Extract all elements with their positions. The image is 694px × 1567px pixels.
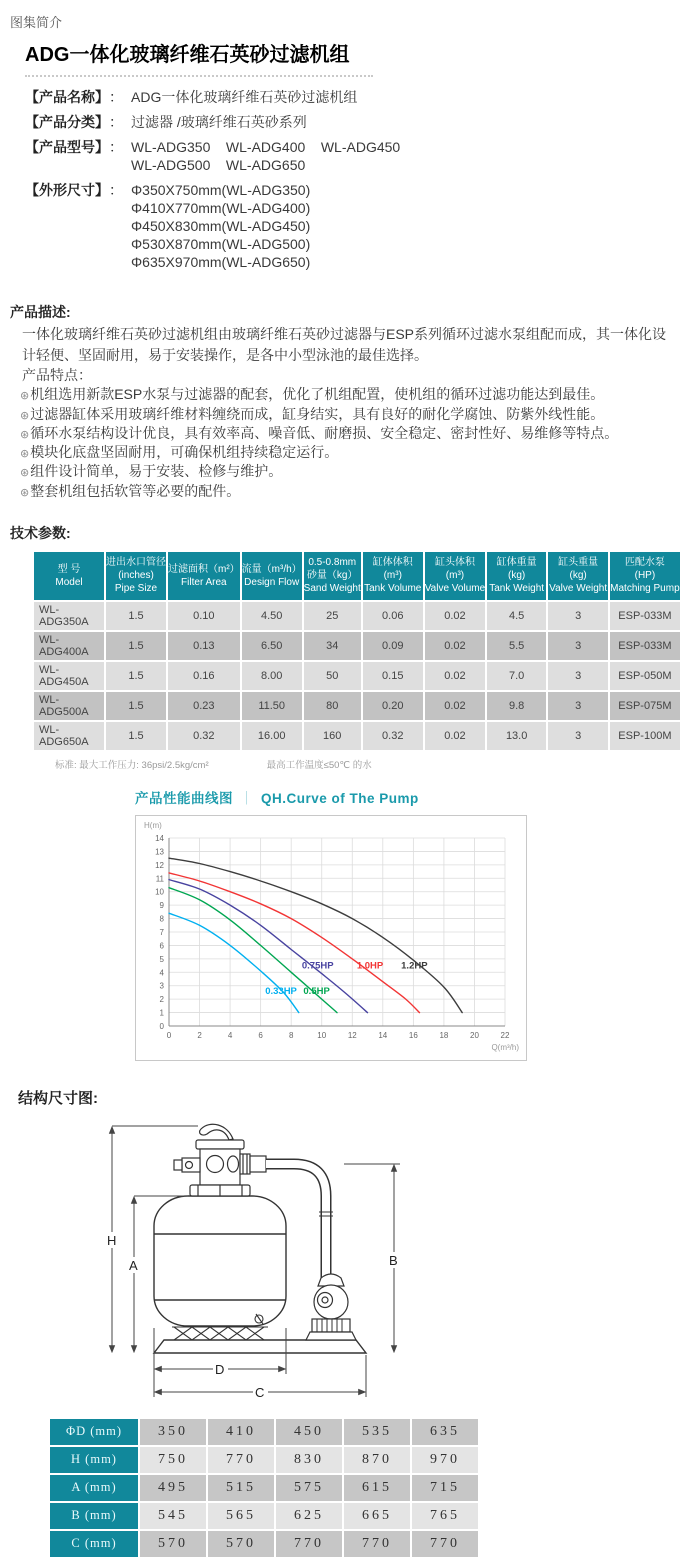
dimension-d-label: D — [215, 1361, 225, 1377]
tech-table-row — [34, 602, 680, 630]
info-row-value — [131, 89, 357, 107]
y-tick-label: 11 — [155, 873, 164, 883]
info-row-colon: ： — [109, 89, 123, 105]
dimension-table-row — [50, 1419, 478, 1445]
curve-label-0.33HP: 0.33HP — [265, 985, 297, 997]
model-cell: WL-ADG400A — [34, 632, 104, 660]
chart-title — [135, 787, 527, 807]
tech-table-cell: 3 — [548, 662, 608, 690]
tech-table-cell: 0.16 — [168, 662, 240, 690]
feature-text: 过滤器缸体采用玻璃纤维材料缠绕而成，缸身结实，具有良好的耐化学腐蚀、防紫外线性能。 — [30, 405, 605, 422]
x-tick-label: 14 — [378, 1030, 388, 1040]
curve-label-1.2HP: 1.2HP — [401, 959, 428, 971]
tech-table-cell: 0.06 — [363, 602, 423, 630]
tech-table-cell: 0.13 — [168, 632, 240, 660]
tech-table-cell: 7.0 — [487, 662, 546, 690]
tech-table-cell: 0.20 — [363, 692, 423, 720]
x-tick-label: 0 — [166, 1030, 172, 1040]
tech-table-cell: 0.10 — [168, 602, 240, 630]
dimension-value-cell: 410 — [208, 1419, 274, 1445]
drain-valve — [255, 1314, 263, 1324]
tech-table-cell: 3 — [548, 602, 608, 630]
dimension-value-cell: 715 — [412, 1475, 478, 1501]
info-row-label: 【产品型号】 — [25, 139, 109, 155]
tech-table-cell: 4.5 — [487, 602, 546, 630]
info-row — [25, 182, 684, 272]
tech-table-cell: 0.23 — [168, 692, 240, 720]
model-cell: WL-ADG450A — [34, 662, 104, 690]
info-value-line: Φ530X870mm(WL-ADG500) — [131, 236, 311, 252]
tech-header-line: Sand Weight — [303, 583, 361, 595]
tech-header-line: (kg) — [508, 570, 526, 582]
dimension-value-cell: 565 — [208, 1503, 274, 1529]
dimension-c-label: C — [255, 1384, 265, 1400]
dimension-value-cell: 665 — [344, 1503, 410, 1529]
tech-table-cell: 3 — [548, 632, 608, 660]
chart-box — [135, 815, 527, 1061]
tech-header-line: Pipe Size — [114, 583, 158, 595]
dimension-value-cell: 350 — [140, 1419, 206, 1445]
tech-header-line: 型 号 — [57, 563, 81, 575]
feature-bullet-icon: ⊛ — [20, 428, 30, 441]
feature-text: 机组选用新款ESP水泵与过滤器的配套，优化了机组配置，使机组的循环过滤功能达到最佳。 — [30, 386, 605, 403]
table-note — [55, 757, 684, 771]
structure-diagram — [98, 1112, 418, 1408]
pump-curve-section — [135, 787, 527, 1061]
feature-item — [20, 385, 684, 404]
tech-column-header — [425, 552, 485, 600]
feature-bullet-icon: ⊛ — [20, 390, 30, 403]
title-divider — [25, 75, 373, 77]
features-list — [20, 385, 684, 501]
tech-table-cell: 1.5 — [106, 632, 166, 660]
tech-header-line: (m³) — [383, 570, 402, 582]
valve-handle — [200, 1124, 233, 1140]
y-tick-label: 2 — [159, 994, 164, 1004]
tech-column-header — [242, 552, 302, 600]
feature-bullet-icon: ⊛ — [20, 486, 30, 499]
tech-column-header — [548, 552, 608, 600]
tech-table-cell: ESP-050M — [610, 662, 679, 690]
feature-text: 整套机组包括软管等必要的配件。 — [30, 482, 241, 499]
x-tick-label: 10 — [317, 1030, 327, 1040]
model-cell: WL-ADG500A — [34, 692, 104, 720]
dimension-row-header: H (mm) — [50, 1447, 138, 1473]
structure-heading: 结构尺寸图: — [18, 1089, 98, 1107]
tech-table-cell: 160 — [304, 722, 361, 750]
chart-title-en: QH.Curve of The Pump — [261, 790, 419, 806]
y-tick-label: 3 — [159, 981, 164, 991]
tech-table-cell: 6.50 — [242, 632, 302, 660]
info-value-line: Φ635X970mm(WL-ADG650) — [131, 254, 311, 270]
tech-header-line: 流量（m³/h） — [241, 563, 302, 575]
y-tick-label: 5 — [159, 954, 164, 964]
tech-header-line: (kg) — [569, 570, 587, 582]
tech-table-cell: 13.0 — [487, 722, 546, 750]
curve-label-1.0HP: 1.0HP — [356, 959, 384, 971]
tech-header-line: 匹配水泵 — [624, 557, 665, 569]
tech-header-line: 0.5-0.8mm — [308, 557, 357, 569]
feature-item — [20, 462, 684, 481]
tech-header-line: Tank Volume — [364, 583, 422, 595]
tech-header-line: 进出水口管径 — [106, 557, 166, 569]
tech-header-line: Matching Pump — [610, 583, 680, 595]
tech-column-header — [363, 552, 423, 600]
dimension-value-cell: 770 — [344, 1531, 410, 1557]
dimension-value-cell: 535 — [344, 1419, 410, 1445]
info-row-value — [131, 114, 307, 132]
tech-table-cell: ESP-075M — [610, 692, 679, 720]
tech-table-cell: 1.5 — [106, 722, 166, 750]
tech-header-line: 砂量（kg） — [306, 570, 358, 582]
tank-stand — [170, 1327, 272, 1340]
dimension-value-cell: 870 — [344, 1447, 410, 1473]
tank-outline — [154, 1196, 286, 1326]
dimension-value-cell: 570 — [140, 1531, 206, 1557]
y-tick-label: 1 — [159, 1008, 164, 1018]
multiport-valve — [174, 1124, 266, 1196]
structure-diagram-wrap — [98, 1112, 684, 1413]
tech-table-cell: 1.5 — [106, 662, 166, 690]
note-temperature: 最高工作温度≤50℃ 的水 — [266, 759, 372, 771]
tech-table-cell: 80 — [304, 692, 361, 720]
tech-table-cell: 11.50 — [242, 692, 302, 720]
info-row — [25, 139, 684, 175]
tech-table-cell: ESP-033M — [610, 632, 679, 660]
x-tick-label: 16 — [408, 1030, 418, 1040]
tech-header-line: Tank Weight — [489, 583, 545, 595]
curve-label-0.75HP: 0.75HP — [301, 959, 334, 971]
dimension-value-cell: 575 — [276, 1475, 342, 1501]
page-title: ADG一体化玻璃纤维石英砂过滤机组 — [25, 44, 350, 66]
tech-header-line: Valve Weight — [549, 583, 608, 595]
dimension-value-cell: 635 — [412, 1419, 478, 1445]
tech-table-cell: 0.02 — [425, 662, 485, 690]
dimension-a-label: A — [129, 1257, 138, 1273]
tech-header-line: (inches) — [118, 570, 154, 582]
description-heading: 产品描述: — [10, 304, 71, 320]
tech-header-line: 缸体重量 — [496, 557, 537, 569]
info-value-line: 过滤器 /玻璃纤维石英砂系列 — [131, 114, 307, 130]
feature-item — [20, 405, 684, 424]
tech-header-line: Valve Volume — [424, 583, 486, 595]
chart-title-separator: ｜ — [240, 790, 254, 806]
y-tick-label: 12 — [155, 860, 164, 870]
feature-bullet-icon: ⊛ — [20, 448, 30, 461]
y-tick-label: 0 — [159, 1021, 164, 1031]
tech-header-line: 缸头重量 — [558, 557, 599, 569]
dimension-value-cell: 495 — [140, 1475, 206, 1501]
info-value-line: WL-ADG500 WL-ADG650 — [131, 157, 306, 173]
dimension-value-cell: 765 — [412, 1503, 478, 1529]
pump — [306, 1274, 356, 1340]
breadcrumb: 图集简介 — [10, 15, 63, 30]
x-tick-label: 2 — [197, 1030, 202, 1040]
tech-column-header — [487, 552, 546, 600]
feature-text: 循环水泵结构设计优良，具有效率高、噪音低、耐磨损、安全稳定、密封性好、易维修等特点。 — [30, 424, 619, 441]
x-axis-title: Q(m³/h) — [491, 1042, 519, 1052]
tech-column-header — [610, 552, 679, 600]
dimension-value-cell: 450 — [276, 1419, 342, 1445]
info-row-value — [131, 139, 400, 175]
note-pressure: 标准: 最大工作压力: 36psi/2.5kg/cm² — [55, 759, 209, 771]
description-paragraph: 一体化玻璃纤维石英砂过滤机组由玻璃纤维石英砂过滤器与ESP系列循环过滤水泵组配而成，其一体化设计轻便、坚固耐用，易于安装操作，是各中小型泳池的最佳选择。 — [22, 326, 667, 363]
info-row-colon: ： — [109, 114, 123, 130]
dimension-value-cell: 570 — [208, 1531, 274, 1557]
tech-table-header-row — [34, 552, 680, 600]
x-tick-label: 6 — [258, 1030, 263, 1040]
info-row — [25, 89, 684, 107]
tech-table-cell: 1.5 — [106, 692, 166, 720]
y-tick-label: 14 — [155, 833, 164, 843]
tech-table-cell: 0.09 — [363, 632, 423, 660]
y-tick-label: 6 — [159, 941, 164, 951]
dimension-table-body — [50, 1419, 478, 1557]
tech-header-line: 过滤面积（m²） — [168, 563, 240, 575]
tech-table-cell: 3 — [548, 692, 608, 720]
product-info-list — [25, 89, 684, 272]
info-value-line: WL-ADG350 WL-ADG400 WL-ADG450 — [131, 139, 401, 155]
tech-table-cell: 0.02 — [425, 602, 485, 630]
y-tick-label: 7 — [159, 927, 164, 937]
dimension-row-header: C (mm) — [50, 1531, 138, 1557]
tech-table-cell: 5.5 — [487, 632, 546, 660]
dimension-b-label: B — [389, 1252, 398, 1268]
curve-0.33HP — [169, 913, 299, 1012]
base-platform — [154, 1340, 366, 1353]
feature-item — [20, 443, 684, 462]
tech-table-cell: 8.00 — [242, 662, 302, 690]
tech-column-header — [168, 552, 240, 600]
info-row — [25, 114, 684, 132]
dimension-table-row — [50, 1447, 478, 1473]
y-tick-label: 13 — [155, 847, 164, 857]
tech-header-line: Model — [55, 576, 83, 588]
tech-table-cell: 0.15 — [363, 662, 423, 690]
dimension-value-cell: 750 — [140, 1447, 206, 1473]
features-heading: 产品特点： — [22, 366, 92, 383]
tech-table-cell: 1.5 — [106, 602, 166, 630]
tech-params-heading: 技术参数: — [10, 525, 71, 542]
tech-table-row — [34, 722, 680, 750]
feature-text: 模块化底盘坚固耐用，可确保机组持续稳定运行。 — [30, 444, 339, 461]
tech-table-cell: 0.02 — [425, 692, 485, 720]
tech-table-cell: 16.00 — [242, 722, 302, 750]
tech-table-cell: 25 — [304, 602, 361, 630]
tech-table-row — [34, 662, 680, 690]
pump-fins — [312, 1319, 350, 1332]
tech-header-line: Filter Area — [181, 576, 227, 588]
info-row-value — [131, 182, 310, 272]
tech-table-row — [34, 632, 680, 660]
x-tick-label: 20 — [470, 1030, 479, 1040]
tech-table-cell: 4.50 — [242, 602, 302, 630]
info-row-label: 【产品名称】 — [25, 89, 109, 105]
tech-table-cell: 0.32 — [363, 722, 423, 750]
dimension-table-row — [50, 1503, 478, 1529]
tech-header-line: (HP) — [634, 570, 656, 582]
tech-table-body — [34, 602, 680, 750]
dimension-table — [48, 1417, 480, 1559]
tech-column-header — [304, 552, 361, 600]
info-row-label: 【外形尺寸】 — [25, 182, 109, 198]
feature-item — [20, 424, 684, 443]
dimension-table-row — [50, 1475, 478, 1501]
dimension-value-cell: 770 — [208, 1447, 274, 1473]
y-tick-label: 10 — [155, 887, 164, 897]
dimension-value-cell: 970 — [412, 1447, 478, 1473]
dimension-row-header: B (mm) — [50, 1503, 138, 1529]
y-tick-label: 9 — [159, 900, 164, 910]
dimension-h-label: H — [107, 1232, 117, 1248]
dimension-value-cell: 830 — [276, 1447, 342, 1473]
info-value-line: ADG一体化玻璃纤维石英砂过滤机组 — [131, 89, 358, 105]
y-tick-label: 8 — [159, 914, 164, 924]
info-row-colon: ： — [109, 182, 123, 198]
dimension-row-header: A (mm) — [50, 1475, 138, 1501]
tech-table-row — [34, 692, 680, 720]
tech-table-cell: 0.02 — [425, 722, 485, 750]
title-block — [25, 43, 375, 77]
info-value-line: Φ450X830mm(WL-ADG450) — [131, 218, 311, 234]
dimension-value-cell: 615 — [344, 1475, 410, 1501]
tech-table-cell: ESP-033M — [610, 602, 679, 630]
info-value-line: Φ410X770mm(WL-ADG400) — [131, 200, 311, 216]
tech-table-cell: ESP-100M — [610, 722, 679, 750]
info-row-colon: ： — [109, 139, 123, 155]
model-cell: WL-ADG350A — [34, 602, 104, 630]
x-tick-label: 22 — [500, 1030, 510, 1040]
tech-table — [32, 550, 682, 752]
x-tick-label: 8 — [288, 1030, 294, 1040]
dimension-table-row — [50, 1531, 478, 1557]
y-axis-title: H(m) — [144, 820, 162, 830]
model-cell: WL-ADG650A — [34, 722, 104, 750]
pump-curve-chart — [136, 816, 526, 1060]
feature-bullet-icon: ⊛ — [20, 467, 30, 480]
x-tick-label: 4 — [227, 1030, 233, 1040]
tech-header-line: Design Flow — [244, 576, 300, 588]
tech-header-line: 缸体体积 — [372, 557, 413, 569]
valve-right-port — [240, 1154, 250, 1174]
feature-text: 组件设计简单，易于安装、检修与维护。 — [30, 463, 283, 480]
tech-table-cell: 0.02 — [425, 632, 485, 660]
tech-table-cell: 3 — [548, 722, 608, 750]
tech-table-cell: 0.32 — [168, 722, 240, 750]
dimension-value-cell: 770 — [276, 1531, 342, 1557]
dimension-row-header: ΦD (mm) — [50, 1419, 138, 1445]
product-description-block — [10, 302, 684, 501]
tech-table-cell: 34 — [304, 632, 361, 660]
dimension-value-cell: 625 — [276, 1503, 342, 1529]
feature-bullet-icon: ⊛ — [20, 409, 30, 422]
tech-header-line: (m³) — [445, 570, 465, 582]
tech-column-header — [106, 552, 166, 600]
info-value-line: Φ350X750mm(WL-ADG350) — [131, 182, 311, 198]
tech-column-header — [34, 552, 104, 600]
chart-title-cn: 产品性能曲线图 — [135, 790, 233, 806]
tech-table-cell: 9.8 — [487, 692, 546, 720]
x-tick-label: 18 — [439, 1030, 449, 1040]
dimension-value-cell: 545 — [140, 1503, 206, 1529]
tech-header-line: 缸头体积 — [434, 557, 475, 569]
info-row-label: 【产品分类】 — [25, 114, 109, 130]
dimension-value-cell: 515 — [208, 1475, 274, 1501]
curve-label-0.5HP: 0.5HP — [303, 985, 330, 997]
x-tick-label: 12 — [347, 1030, 357, 1040]
y-tick-label: 4 — [159, 967, 164, 977]
tech-table-cell: 50 — [304, 662, 361, 690]
feature-item — [20, 482, 684, 501]
dimension-value-cell: 770 — [412, 1531, 478, 1557]
